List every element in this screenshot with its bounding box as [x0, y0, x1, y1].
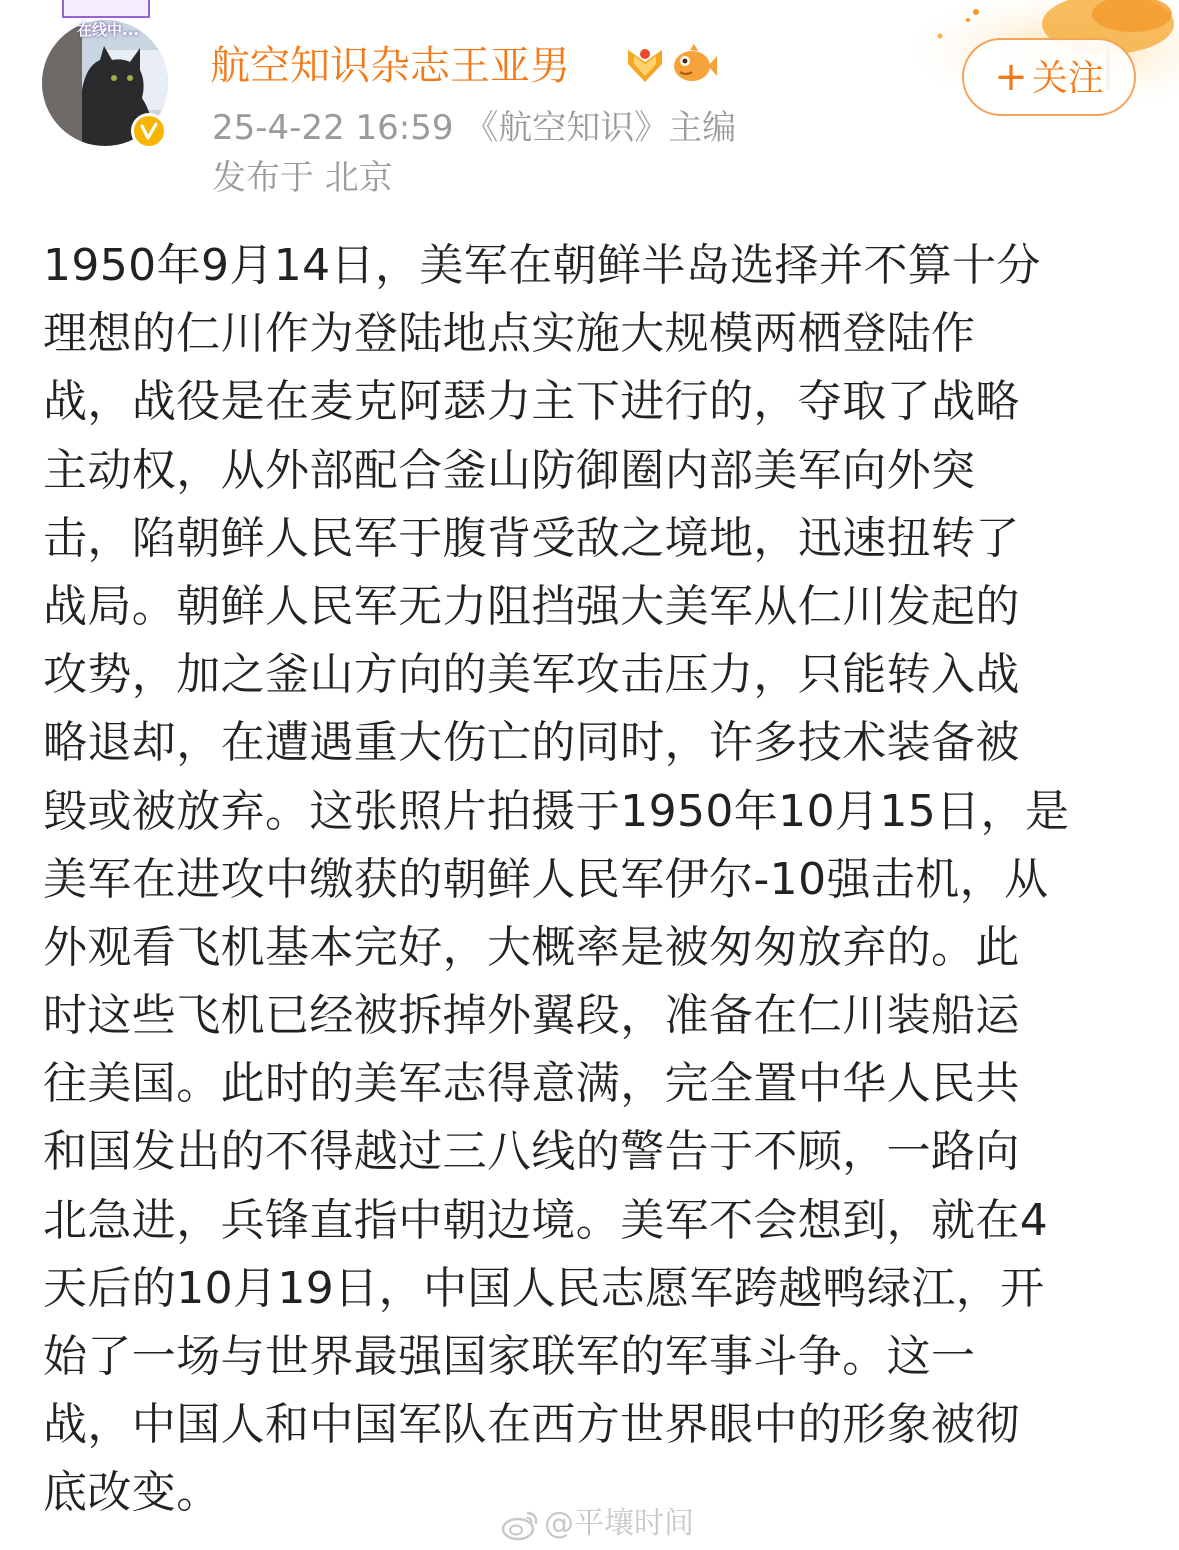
post-line: 美军在进攻中缴获的朝鲜人民军伊尔-10强击机，从	[43, 853, 1049, 905]
post-line: 略退却，在遭遇重大伤亡的同时，许多技术装备被	[43, 717, 1020, 769]
post-line: 和国发出的不得越过三八线的警告于不顾，一路向	[43, 1126, 1020, 1178]
post-line: 往美国。此时的美军志得意满，完全置中华人民共	[43, 1058, 1020, 1110]
online-frame	[62, 0, 150, 18]
author-title: 《航空知识》主编	[464, 108, 737, 148]
post-line: 战，战役是在麦克阿瑟力主下进行的，夺取了战略	[43, 376, 1020, 428]
verified-badge-icon	[131, 113, 167, 149]
post-line: 天后的10月19日，中国人民志愿军跨越鸭绿江，开	[43, 1262, 1045, 1314]
plus-icon: +	[994, 54, 1028, 100]
post-location: 发布于 北京	[212, 158, 393, 198]
post-line: 击，陷朝鲜人民军于腹背受敌之境地，迅速扭转了	[43, 512, 1020, 564]
author-name[interactable]: 航空知识杂志王亚男	[210, 43, 570, 89]
follow-label: 关注	[1031, 58, 1104, 99]
watermark	[500, 1500, 694, 1548]
medal-icon[interactable]	[624, 44, 666, 86]
post-timestamp[interactable]: 25-4-22 16:59	[212, 108, 454, 148]
post-meta	[212, 104, 736, 152]
post-line: 主动权，从外部配合釜山防御圈内部美军向外突	[43, 444, 976, 496]
post-line: 理想的仁川作为登陆地点实施大规模两栖登陆作	[43, 308, 976, 360]
follow-button[interactable]	[962, 38, 1136, 116]
weibo-logo-icon	[500, 1508, 540, 1542]
online-status-tag: 在线中...	[76, 21, 140, 39]
post-line: 攻势，加之釜山方向的美军攻击压力，只能转入战	[43, 649, 1020, 701]
post-line: 战，中国人和中国军队在西方世界眼中的形象被彻	[43, 1399, 1020, 1451]
post-line: 毁或被放弃。这张照片拍摄于1950年10月15日，是	[43, 785, 1070, 837]
post-line: 外观看飞机基本完好，大概率是被匆匆放弃的。此	[43, 921, 1020, 973]
post-line: 始了一场与世界最强国家联军的军事斗争。这一	[43, 1331, 976, 1382]
fish-emoji-icon	[670, 42, 718, 88]
post-line: 北急进，兵锋直指中朝边境。美军不会想到，就在4	[43, 1194, 1049, 1246]
post-line: 战局。朝鲜人民军无力阻挡强大美军从仁川发起的	[43, 580, 1020, 632]
watermark-text: @平壤时间	[544, 1506, 694, 1541]
post-line: 1950年9月14日，美军在朝鲜半岛选择并不算十分	[43, 240, 1041, 291]
post-line: 底改变。	[43, 1467, 221, 1519]
post-line: 时这些飞机已经被拆掉外翼段，准备在仁川装船运	[43, 990, 1020, 1042]
post-body	[43, 232, 1143, 1528]
